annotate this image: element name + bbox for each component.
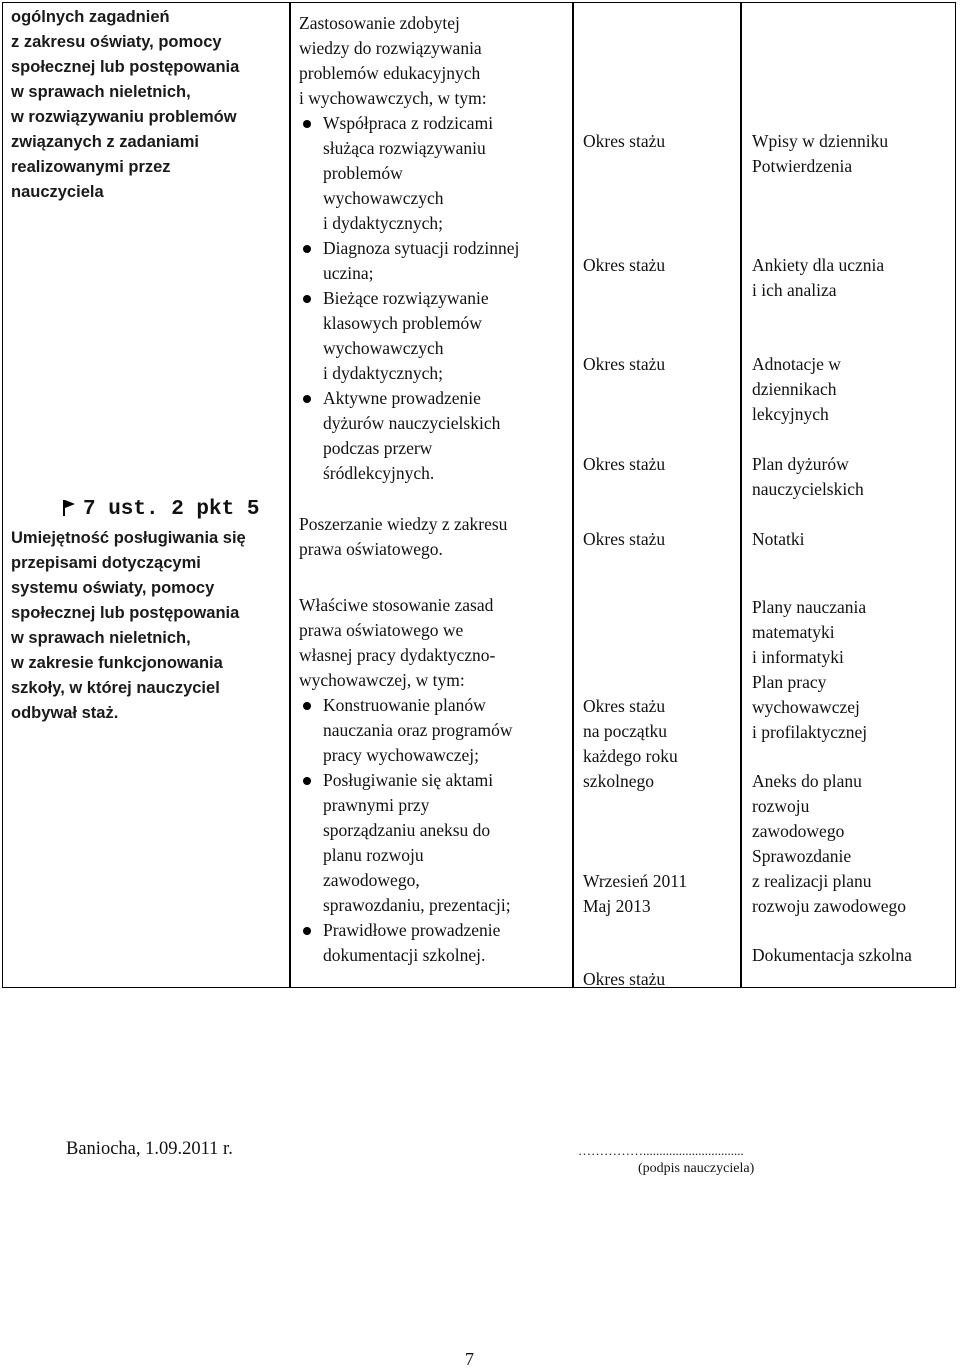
- tasks-intro: Zastosowanie zdobytej wiedzy do rozwiązywania problemów edukacyjnych i wychowawczych, w tym:: [299, 13, 487, 108]
- column-divider: [572, 3, 574, 987]
- evidence-item: Notatki: [752, 529, 805, 549]
- tasks-block-1: [299, 11, 569, 486]
- evidence-item: Dokumentacja szkolna: [752, 945, 912, 965]
- list-item: Posługiwanie się aktami prawnymi przy sporządzaniu aneksu do planu rozwoju zawodowego, sprawozdaniu, prezentacji;: [299, 768, 569, 918]
- requirement-text-top: ogólnych zagadnień z zakresu oświaty, pomocy społecznej lub postępowania w sprawach nieletnich, w rozwiązywaniu problemów związanych z zadaniami realizowanymi przez nauczyciela: [11, 8, 240, 201]
- list-item: Współpraca z rodzicami służąca rozwiązywaniu problemów wychowawczych i dydaktycznych;: [299, 111, 569, 236]
- tasks-intro: Właściwe stosowanie zasad prawa oświatowego we własnej pracy dydaktyczno- wychowawczej, w tym:: [299, 595, 496, 690]
- list-item: Aktywne prowadzenie dyżurów nauczycielskich podczas przerw śródlekcyjnych.: [299, 386, 569, 486]
- signature-label: (podpis nauczyciela): [638, 1161, 755, 1176]
- term-item: Okres stażu: [583, 529, 666, 549]
- evidence-item: Plany nauczania matematyki i informatyki Plan pracy wychowawczej i profilaktycznej: [752, 597, 868, 742]
- column-divider: [740, 3, 742, 987]
- list-item: Bieżące rozwiązywanie klasowych problemów wychowawczych i dydaktycznych;: [299, 286, 569, 386]
- plan-table: [2, 2, 956, 988]
- signature-line: ……………...............................: [578, 1143, 744, 1158]
- term-item: Wrzesień 2011 Maj 2013: [583, 871, 688, 916]
- tasks-block-2: Poszerzanie wiedzy z zakresu prawa oświatowego.: [299, 514, 508, 559]
- term-item: Okres stażu na początku każdego roku szkolnego: [583, 696, 678, 791]
- term-item: Okres stażu: [583, 131, 666, 151]
- list-item: Konstruowanie planów nauczania oraz programów pracy wychowawczej;: [299, 693, 569, 768]
- section-number: 7 ust. 2 pkt 5: [83, 498, 260, 521]
- evidence-item: Wpisy w dzienniku Potwierdzenia: [752, 131, 889, 176]
- column-divider: [289, 3, 291, 987]
- tasks-list: [299, 111, 569, 486]
- evidence-item: Ankiety dla ucznia i ich analiza: [752, 255, 885, 300]
- evidence-item: Aneks do planu rozwoju zawodowego Sprawozdanie z realizacji planu rozwoju zawodowego: [752, 771, 907, 916]
- requirement-text: Umiejętność posługiwania się przepisami dotyczącymi systemu oświaty, pomocy społecznej lub postępowania w sprawach nieletnich, w zakresie funkcjonowania szkoły, w której nauczyciel odbywał staż.: [11, 529, 246, 722]
- requirement-heading: [3, 498, 289, 521]
- evidence-item: Adnotacje w dziennikach lekcyjnych: [752, 354, 841, 424]
- page-number: 7: [465, 1349, 474, 1369]
- list-item: Diagnoza sytuacji rodzinnej uczina;: [299, 236, 569, 286]
- term-item: Okres stażu: [583, 255, 666, 275]
- term-item: Okres stażu: [583, 969, 666, 989]
- tasks-block-3: [299, 593, 569, 968]
- evidence-item: Plan dyżurów nauczycielskich: [752, 454, 864, 499]
- flag-marker-icon: [63, 500, 75, 516]
- term-item: Okres stażu: [583, 454, 666, 474]
- term-item: Okres stażu: [583, 354, 666, 374]
- tasks-list: [299, 693, 569, 968]
- list-item: Prawidłowe prowadzenie dokumentacji szkolnej.: [299, 918, 569, 968]
- place-and-date: Baniocha, 1.09.2011 r.: [66, 1139, 233, 1159]
